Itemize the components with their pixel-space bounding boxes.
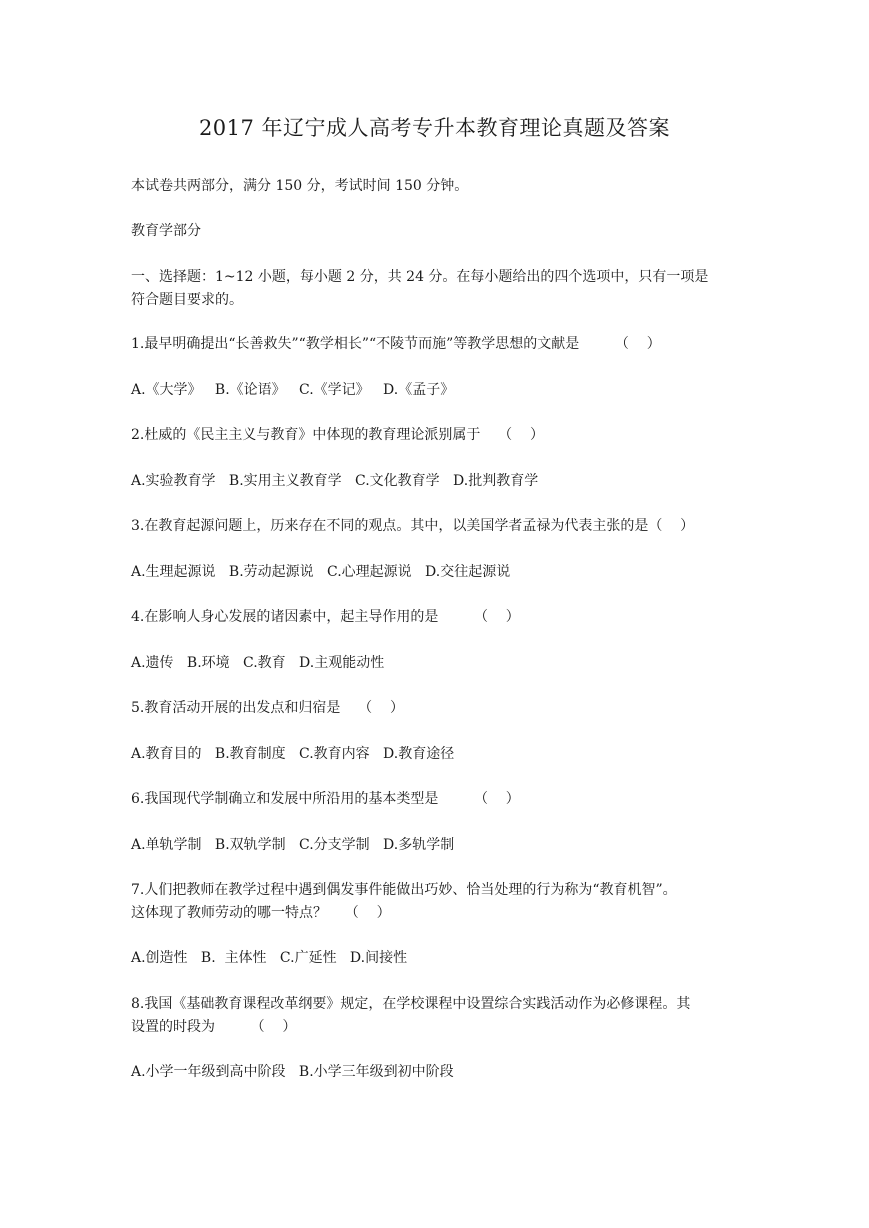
question-3-options: A.生理起源说 B.劳动起源说 C.心理起源说 D.交往起源说: [131, 564, 511, 580]
document-title: 2017 年辽宁成人高考专升本教育理论真题及答案: [198, 116, 671, 140]
question-6-options: A.单轨学制 B.双轨学制 C.分支学制 D.多轨学制: [131, 837, 455, 853]
question-1-options: A.《大学》 B.《论语》 C.《学记》 D.《孟子》: [131, 382, 455, 398]
question-2-stem: 2.杜威的《民主主义与教育》中体现的教育理论派别属于 （ ）: [131, 427, 544, 443]
question-1-stem: 1.最早明确提出“长善救失”“教学相长”“不陵节而施”等教学思想的文献是 （ ）: [131, 336, 661, 352]
question-5-stem: 5.教育活动开展的出发点和归宿是 （ ）: [131, 700, 404, 716]
question-7-stem-line-1: 7.人们把教师在教学过程中遇到偶发事件能做出巧妙、恰当处理的行为称为“教育机智”。: [131, 882, 677, 898]
question-7-options: A.创造性 B. 主体性 C.广延性 D.间接性: [131, 950, 408, 966]
question-8-stem-line-1: 8.我国《基础教育课程改革纲要》规定，在学校课程中设置综合实践活动作为必修课程。其: [131, 996, 691, 1012]
question-4-options: A.遗传 B.环境 C.教育 D.主观能动性: [131, 655, 385, 671]
question-5-options: A.教育目的 B.教育制度 C.教育内容 D.教育途径: [131, 746, 455, 762]
instructions-line-2: 符合题目要求的。: [131, 292, 243, 308]
instructions-line-1: 一、选择题：1~12 小题，每小题 2 分，共 24 分。在每小题给出的四个选项中，只有一项是: [131, 269, 709, 285]
question-3-stem: 3.在教育起源问题上，历来存在不同的观点。其中，以美国学者孟禄为代表主张的是（ ）: [131, 518, 695, 534]
question-6-stem: 6.我国现代学制确立和发展中所沿用的基本类型是 （ ）: [131, 791, 520, 807]
question-2-options: A.实验教育学 B.实用主义教育学 C.文化教育学 D.批判教育学: [131, 473, 539, 489]
question-8-stem-line-2: 设置的时段为 （ ）: [131, 1019, 297, 1035]
section-title: 教育学部分: [131, 223, 201, 239]
exam-intro: 本试卷共两部分，满分 150 分，考试时间 150 分钟。: [131, 178, 469, 194]
question-7-stem-line-2: 这体现了教师劳动的哪一特点？ （ ）: [131, 905, 391, 921]
question-4-stem: 4.在影响人身心发展的诸因素中，起主导作用的是 （ ）: [131, 609, 520, 625]
question-8-options: A.小学一年级到高中阶段 B.小学三年级到初中阶段: [131, 1064, 454, 1080]
